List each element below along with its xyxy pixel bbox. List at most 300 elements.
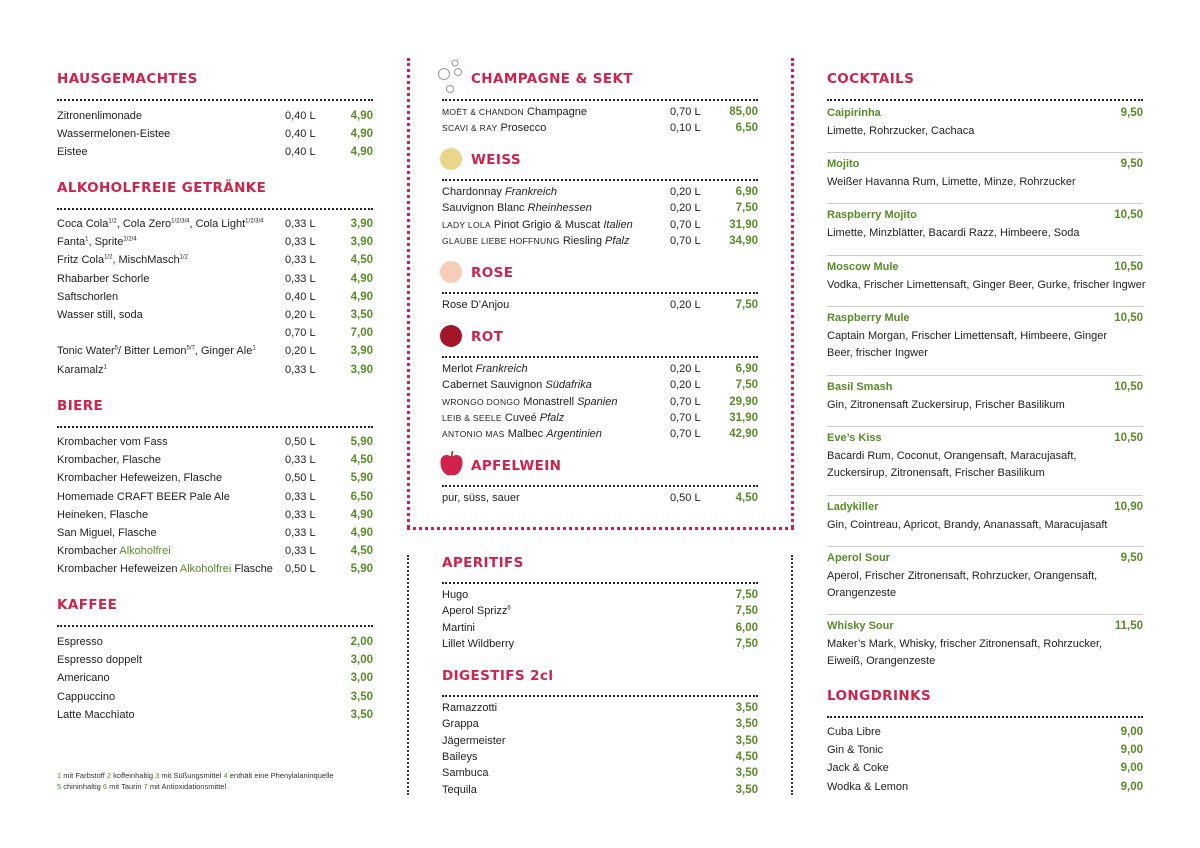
item-brand: ANTONIO MAS <box>442 429 505 440</box>
item-name-text: Fanta <box>57 236 86 249</box>
item-name-text: , Cola Zero <box>116 218 172 230</box>
item-name <box>57 126 170 142</box>
menu-row <box>442 587 758 603</box>
item-name-text: Homemade CRAFT BEER Pale Ale <box>57 490 230 503</box>
menu-row <box>57 452 373 468</box>
item-price: 3,90 <box>350 363 373 376</box>
apple-icon <box>439 450 464 478</box>
item-origin: Spanien <box>577 395 618 408</box>
menu-row <box>57 252 373 268</box>
item-name <box>57 307 143 323</box>
rot-title: ROT <box>471 329 504 345</box>
item-name-text: Sauvignon Blanc <box>442 202 528 215</box>
item-name-text: Monastrell <box>520 395 578 408</box>
cocktail-description: Eiweiß, Orangenzeste <box>827 655 936 667</box>
item-price: 9,00 <box>1120 762 1143 775</box>
item-volume: 0,40 L <box>285 146 316 159</box>
cocktail-description: Limette, Rohrzucker, Cachaca <box>827 125 975 137</box>
item-name-text: , MischMasch <box>112 254 180 267</box>
item-price: 3,90 <box>350 345 373 358</box>
item-name-text: Cappuccino <box>57 690 116 703</box>
item-brand: LADY LOLA <box>442 219 491 230</box>
item-volume: 0,70 L <box>670 395 701 408</box>
item-name-text: Tonic Water <box>57 345 115 358</box>
menu-row <box>57 634 373 650</box>
item-name <box>442 603 511 619</box>
item-price: 4,90 <box>350 110 373 122</box>
item-name-text: , Ginger Ale <box>194 345 253 358</box>
item-name-text: Karamalz <box>57 363 104 376</box>
item-name <box>57 652 142 668</box>
footnote-ref: 1/2 <box>179 254 188 261</box>
menu-row <box>442 749 758 765</box>
item-brand: GLAUBE LIEBE HOFFNUNG <box>442 235 560 246</box>
item-brand: WRONGO DONGO <box>442 396 521 407</box>
menu-row <box>57 362 373 378</box>
menu-row <box>827 724 1143 740</box>
item-name-text: Wodka & Lemon <box>827 780 909 793</box>
item-volume: 0,50 L <box>285 563 316 576</box>
item-name <box>57 108 142 124</box>
item-price: 3,50 <box>350 309 373 321</box>
weiss-title: WEISS <box>471 152 521 168</box>
item-price: 5,90 <box>350 436 373 448</box>
menu-row <box>57 271 373 287</box>
menu-row <box>57 525 373 541</box>
cocktail-name: Mojito <box>827 158 860 170</box>
item-name-text: Jack & Coke <box>827 762 889 775</box>
cocktail-price: 10,50 <box>1114 432 1143 444</box>
item-name <box>57 507 148 523</box>
footnote-ref: 1 <box>252 345 256 352</box>
item-volume: 0,33 L <box>285 508 316 521</box>
item-name-text: Heineken, Flasche <box>57 508 149 521</box>
menu-row <box>57 470 373 486</box>
menu-row <box>57 343 373 359</box>
item-name <box>442 361 528 377</box>
menu-row <box>442 733 758 749</box>
item-name-text: Krombacher Hefeweizen, Flasche <box>57 472 223 485</box>
item-price: 3,90 <box>350 236 373 249</box>
cocktail-separator <box>827 495 1143 496</box>
menu-row <box>442 765 758 781</box>
cocktail-separator <box>827 203 1143 204</box>
item-price: 5,90 <box>350 563 373 576</box>
menu-row <box>442 361 758 377</box>
item-name-text: Krombacher <box>57 545 120 558</box>
item-origin: Italien <box>603 218 633 231</box>
footnote-text: enthält eine Phenylalaninquelle <box>227 771 334 780</box>
footnote-number: 1 <box>57 771 62 780</box>
item-name-text: , Cola Light <box>189 218 246 230</box>
alkoholfrei-title: ALKOHOLFREIE GETRÄNKE <box>57 180 267 196</box>
item-name-text: Eistee <box>57 146 88 159</box>
cocktail-separator <box>827 375 1143 376</box>
item-name <box>57 470 222 486</box>
item-name-text: Flasche <box>231 563 273 576</box>
cocktail-price: 9,50 <box>1120 552 1143 564</box>
cocktails-title: COCKTAILS <box>827 71 915 87</box>
item-price: 9,00 <box>1120 726 1143 738</box>
item-name-text: Gin & Tonic <box>827 744 884 757</box>
cocktail-name: Raspberry Mojito <box>827 209 917 221</box>
footnote-line-2 <box>57 781 226 792</box>
menu-row <box>442 233 758 249</box>
item-price: 3,50 <box>735 734 758 747</box>
footnote-number: 6 <box>102 782 108 791</box>
cocktail-name: Eve’s Kiss <box>827 432 882 444</box>
item-name-text: Champagne <box>523 106 587 118</box>
item-price: 4,50 <box>350 454 373 467</box>
menu-row <box>442 700 758 716</box>
menu-row <box>57 434 373 450</box>
item-name-text: Grappa <box>442 718 479 731</box>
menu-row <box>57 126 373 142</box>
footnote-ref: 1/2/3/4 <box>171 218 190 225</box>
cocktail-separator <box>827 152 1143 153</box>
divider <box>442 485 758 487</box>
item-name <box>57 707 135 723</box>
item-name <box>57 271 149 287</box>
item-name <box>442 426 602 442</box>
item-price: 7,50 <box>735 299 758 311</box>
item-name <box>57 434 168 450</box>
menu-row <box>57 144 373 160</box>
cocktail-separator <box>827 546 1143 547</box>
item-name-text: Prosecco <box>497 122 547 135</box>
item-name <box>57 561 273 577</box>
item-volume: 0,33 L <box>285 527 316 539</box>
item-name <box>442 184 557 200</box>
item-price: 9,00 <box>1120 780 1143 793</box>
item-name-text: pur, süss, sauer <box>442 492 520 504</box>
item-price: 3,50 <box>735 718 758 731</box>
item-price: 4,50 <box>735 750 758 763</box>
item-origin: Argentinien <box>546 428 602 441</box>
item-name <box>442 297 509 313</box>
menu-row <box>57 289 373 305</box>
cocktail-price: 11,50 <box>1114 620 1143 632</box>
item-name <box>442 620 475 636</box>
item-volume: 0,70 L <box>670 218 701 231</box>
item-name-text: Rose D’Anjou <box>442 299 510 311</box>
item-price: 3,50 <box>735 767 758 780</box>
menu-row <box>442 297 758 313</box>
cocktail-description: Bacardi Rum, Coconut, Orangensaft, Maracujasaft, <box>827 450 1077 462</box>
item-name <box>57 234 137 250</box>
item-name-text: Jägermeister <box>442 734 506 747</box>
cocktail-description: Vodka, Frischer Limettensaft, Ginger Beer, Gurke, frischer Ingwer <box>827 279 1146 291</box>
hausgemachtes-title: HAUSGEMACHTES <box>57 71 198 87</box>
item-brand: MOËT & CHANDON <box>442 107 524 117</box>
item-price: 5,90 <box>350 472 373 485</box>
menu-row <box>442 490 758 506</box>
menu-row <box>827 779 1143 795</box>
item-price: 4,90 <box>350 527 373 539</box>
cocktail-price: 9,50 <box>1120 158 1143 170</box>
item-price: 7,50 <box>735 202 758 215</box>
cocktail-name: Ladykiller <box>827 501 879 513</box>
item-name <box>827 779 908 795</box>
menu-row <box>57 307 373 323</box>
item-price: 31,90 <box>729 411 758 424</box>
item-name <box>442 733 506 749</box>
item-name-text: Pinot Grigio & Muscat <box>490 218 604 231</box>
wine-box-right-border <box>791 58 794 528</box>
item-name <box>57 343 256 359</box>
item-volume: 0,33 L <box>285 490 316 503</box>
item-name <box>57 689 115 705</box>
red-wine-icon <box>440 325 462 347</box>
middle-left-dotted-rule <box>407 555 409 795</box>
item-price: 3,50 <box>735 702 758 714</box>
item-volume: 0,20 L <box>670 299 701 311</box>
item-name <box>57 525 157 541</box>
cocktail-description: Aperol, Frischer Zitronensaft, Rohrzucker, Orangensaft, <box>827 570 1098 582</box>
item-price: 3,00 <box>350 654 373 667</box>
item-volume: 0,40 L <box>285 110 316 122</box>
item-highlight: Alkoholfrei <box>119 545 171 558</box>
item-name <box>442 104 587 120</box>
item-volume: 0,33 L <box>285 218 316 230</box>
footnote-number: 7 <box>143 782 148 791</box>
footnote-text: mit Taurin <box>107 782 144 791</box>
menu-row <box>57 507 373 523</box>
item-volume: 0,33 L <box>285 254 316 267</box>
item-price: 9,00 <box>1120 744 1143 757</box>
item-name-text: Chardonnay <box>442 186 505 198</box>
cocktail-name: Basil Smash <box>827 381 893 393</box>
item-name-text: Cabernet Sauvignon <box>442 379 546 392</box>
item-name <box>442 782 477 798</box>
wine-box-left-border <box>407 58 410 528</box>
item-volume: 0,70 L <box>670 106 701 118</box>
item-name <box>442 233 630 249</box>
item-volume: 0,20 L <box>670 379 701 392</box>
cocktail-description: Gin, Cointreau, Apricot, Brandy, Ananassaft, Maracujasaft <box>827 519 1108 531</box>
item-name-text: Merlot <box>442 363 476 375</box>
menu-row <box>442 394 758 410</box>
item-name <box>442 749 477 765</box>
item-name <box>442 700 497 716</box>
item-volume: 0,10 L <box>670 122 701 135</box>
footnote-ref: 1/2 <box>104 254 113 261</box>
footnote-text: chininhaltig <box>61 782 103 791</box>
item-name-text: / Bitter Lemon <box>118 345 187 358</box>
item-volume: 0,40 L <box>285 290 316 303</box>
item-name <box>57 452 161 468</box>
cocktail-description: Orangenzeste <box>827 587 897 599</box>
cocktail-description: Maker’s Mark, Whisky, frischer Zitronensaft, Rohrzucker, <box>827 638 1103 650</box>
footnote-ref: 1 <box>103 363 107 370</box>
bubbles-icon <box>436 58 466 94</box>
cocktail-name: Moscow Mule <box>827 261 899 273</box>
item-volume: 0,20 L <box>670 363 701 375</box>
cocktail-name: Whisky Sour <box>827 620 894 632</box>
middle-right-dotted-rule <box>791 555 793 795</box>
item-name <box>57 489 230 505</box>
item-price: 7,50 <box>735 589 758 601</box>
cocktail-description: Zuckersirup, Zitronensaft, Frischer Basilikum <box>827 467 1045 479</box>
item-price: 3,90 <box>350 218 373 230</box>
item-price: 3,00 <box>350 672 373 685</box>
cocktail-price: 10,90 <box>1114 501 1143 513</box>
aperitifs-title: APERITIFS <box>442 555 524 571</box>
item-volume: 0,20 L <box>670 186 701 198</box>
menu-row <box>57 670 373 686</box>
cocktail-price: 10,50 <box>1114 209 1143 221</box>
item-price: 6,50 <box>735 122 758 135</box>
footnote-number: 5 <box>57 782 62 791</box>
item-name-text: Fritz Cola <box>57 254 105 267</box>
item-name-text: San Miguel, Flasche <box>57 527 157 539</box>
menu-row <box>57 689 373 705</box>
item-price: 4,90 <box>350 290 373 303</box>
item-name-text: Krombacher, Flasche <box>57 454 161 467</box>
footnote-ref: 6 <box>507 605 511 612</box>
item-price: 4,50 <box>735 492 758 504</box>
item-name <box>827 742 883 758</box>
item-name-text: Aperol Sprizz <box>442 605 508 618</box>
item-price: 4,90 <box>350 146 373 159</box>
item-price: 34,90 <box>729 234 758 247</box>
menu-row <box>442 716 758 732</box>
item-name-text: Tequila <box>442 783 477 796</box>
item-name <box>57 144 88 160</box>
item-name-text: Espresso <box>57 636 103 648</box>
item-volume: 0,20 L <box>670 202 701 215</box>
item-name-text: Espresso doppelt <box>57 654 142 667</box>
footnote-ref: 1 <box>85 236 89 243</box>
item-price: 85,00 <box>729 106 758 118</box>
item-price: 3,50 <box>350 690 373 703</box>
item-name <box>57 543 171 559</box>
item-price: 7,50 <box>735 637 758 650</box>
menu-row <box>442 184 758 200</box>
item-brand: SCAVI & RAY <box>442 123 498 134</box>
item-price: 29,90 <box>729 395 758 408</box>
cocktail-separator <box>827 426 1143 427</box>
cocktail-price: 10,50 <box>1114 381 1143 393</box>
divider <box>57 426 373 428</box>
item-brand: LEIB & SEELE <box>442 412 502 423</box>
menu-row <box>442 410 758 426</box>
divider <box>57 99 373 101</box>
item-price: 6,90 <box>735 363 758 375</box>
item-volume: 0,20 L <box>285 309 316 321</box>
item-volume: 0,40 L <box>285 128 316 141</box>
cocktail-description: Beer, frischer Ingwer <box>827 347 928 359</box>
item-name <box>57 252 188 268</box>
apfelwein-title: APFELWEIN <box>471 458 562 474</box>
footnote-text: mit Antioxidationsmittel <box>147 782 227 791</box>
item-name-text: Americano <box>57 672 110 685</box>
footnote-number: 4 <box>223 771 228 780</box>
item-name-text: Coca Cola <box>57 218 109 230</box>
item-name-text: Lillet Wildberry <box>442 637 515 650</box>
item-name-text: , Sprite <box>88 236 124 249</box>
menu-row <box>442 782 758 798</box>
menu-row <box>57 652 373 668</box>
item-price: 2,00 <box>350 636 373 648</box>
item-origin: Südafrika <box>545 379 592 392</box>
item-origin: Pfalz <box>539 411 565 424</box>
white-wine-icon <box>440 148 462 170</box>
item-volume: 0,50 L <box>285 472 316 485</box>
menu-row <box>57 325 373 341</box>
menu-row <box>827 760 1143 776</box>
menu-row <box>442 620 758 636</box>
menu-row <box>442 120 758 136</box>
footnote-text: mit Farbstoff <box>61 771 107 780</box>
item-name-text: Ramazzotti <box>442 702 498 714</box>
item-volume: 0,70 L <box>285 327 316 340</box>
item-volume: 0,33 L <box>285 363 316 376</box>
item-price: 7,50 <box>735 605 758 618</box>
menu-row <box>57 216 373 232</box>
item-price: 4,90 <box>350 508 373 521</box>
divider <box>442 292 758 294</box>
footnote-text: koffeinhaltig <box>111 771 156 780</box>
cocktail-name: Aperol Sour <box>827 552 890 564</box>
champagne-title: CHAMPAGNE & SEKT <box>471 71 633 87</box>
item-name-text: Zitronenlimonade <box>57 110 142 122</box>
rose-wine-icon <box>440 261 462 283</box>
item-price: 7,50 <box>735 379 758 392</box>
menu-row <box>442 217 758 233</box>
divider <box>57 208 373 210</box>
item-name <box>57 216 264 232</box>
footnote-ref: 5 <box>114 345 119 352</box>
item-name <box>57 634 103 650</box>
item-origin: Rheinhessen <box>527 202 592 215</box>
item-name-text: Krombacher vom Fass <box>57 436 168 448</box>
item-name <box>827 724 881 740</box>
item-name-text: Latte Macchiato <box>57 708 135 721</box>
cocktail-separator <box>827 614 1143 615</box>
footnote-ref: 5/7 <box>186 345 195 352</box>
divider <box>442 695 758 697</box>
menu-row <box>442 377 758 393</box>
menu-row <box>57 707 373 723</box>
item-price: 31,90 <box>729 218 758 231</box>
wine-box-bottom-border <box>407 527 794 530</box>
item-volume: 0,70 L <box>670 411 701 424</box>
item-name-text: Saftschorlen <box>57 290 119 303</box>
menu-row <box>57 108 373 124</box>
item-name <box>57 362 107 378</box>
item-name-text: Wasser still, soda <box>57 309 143 321</box>
divider <box>827 99 1143 101</box>
item-price: 4,90 <box>350 272 373 285</box>
item-volume: 0,70 L <box>670 234 701 247</box>
footnote-ref: 1/2 <box>108 218 117 225</box>
item-name <box>442 217 633 233</box>
menu-row <box>57 489 373 505</box>
footnote-ref: 1/2/3/4 <box>245 218 264 225</box>
item-price: 4,50 <box>350 545 373 558</box>
item-name-text: Cuba Libre <box>827 726 881 738</box>
cocktail-description: Captain Morgan, Frischer Limettensaft, Himbeere, Ginger <box>827 330 1108 342</box>
menu-row <box>57 561 373 577</box>
item-name-text: Hugo <box>442 589 469 601</box>
item-origin: Pfalz <box>605 234 630 247</box>
item-name-text: Krombacher Hefeweizen <box>57 563 180 576</box>
item-name-text: Baileys <box>442 750 478 763</box>
digestifs-title: DIGESTIFS 2cl <box>442 668 554 684</box>
divider <box>57 625 373 627</box>
item-name-text: Malbec <box>504 428 547 441</box>
